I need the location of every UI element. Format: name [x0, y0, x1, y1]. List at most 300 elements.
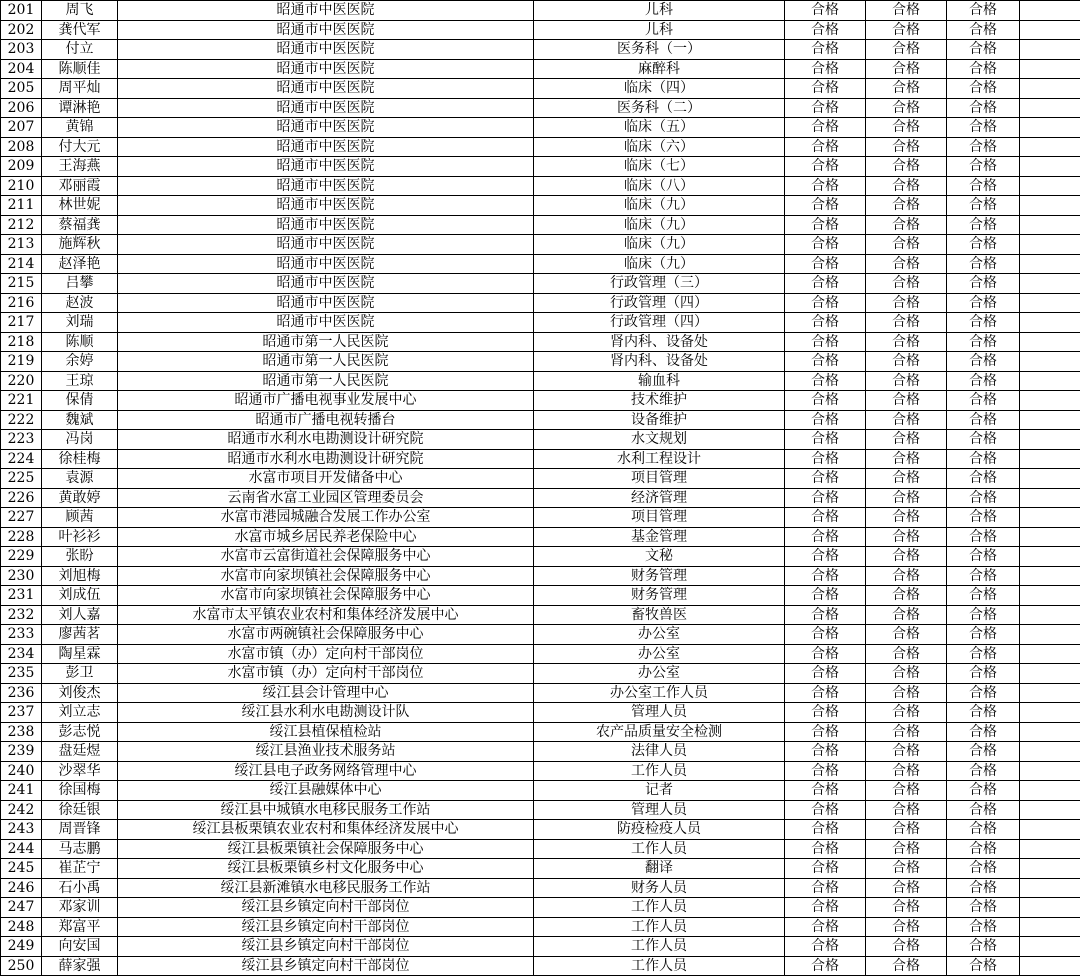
result-1: 合格 — [785, 215, 866, 235]
position: 经济管理 — [534, 488, 785, 508]
employer-unit: 昭通市中医医院 — [118, 313, 534, 333]
result-2: 合格 — [866, 586, 947, 606]
result-1: 合格 — [785, 1, 866, 21]
table-row — [1, 956, 1080, 976]
employer-unit: 绥江县水利水电勘测设计队 — [118, 703, 534, 723]
result-3: 合格 — [947, 742, 1020, 762]
person-name: 崔芷宁 — [42, 859, 118, 879]
result-3: 合格 — [947, 1, 1020, 21]
table-row — [1, 332, 1080, 352]
table-row — [1, 800, 1080, 820]
result-3: 合格 — [947, 391, 1020, 411]
table-row — [1, 625, 1080, 645]
employer-unit: 昭通市水利水电勘测设计研究院 — [118, 449, 534, 469]
blank-cell — [1020, 410, 1080, 430]
row-number: 212 — [1, 215, 42, 235]
result-2: 合格 — [866, 644, 947, 664]
position: 麻醉科 — [534, 59, 785, 79]
result-2: 合格 — [866, 703, 947, 723]
position: 防疫检疫人员 — [534, 820, 785, 840]
result-1: 合格 — [785, 761, 866, 781]
table-row — [1, 254, 1080, 274]
blank-cell — [1020, 274, 1080, 294]
employer-unit: 绥江县乡镇定向村干部岗位 — [118, 937, 534, 957]
row-number: 223 — [1, 430, 42, 450]
result-3: 合格 — [947, 800, 1020, 820]
person-name: 黄锦 — [42, 118, 118, 138]
employer-unit: 水富市向家坝镇社会保障服务中心 — [118, 586, 534, 606]
table-row — [1, 527, 1080, 547]
table-row — [1, 430, 1080, 450]
person-name: 廖茜茗 — [42, 625, 118, 645]
row-number: 218 — [1, 332, 42, 352]
table-row — [1, 157, 1080, 177]
position: 基金管理 — [534, 527, 785, 547]
table-row — [1, 98, 1080, 118]
result-1: 合格 — [785, 449, 866, 469]
row-number: 240 — [1, 761, 42, 781]
person-name: 施辉秋 — [42, 235, 118, 255]
result-2: 合格 — [866, 313, 947, 333]
result-3: 合格 — [947, 761, 1020, 781]
table-row — [1, 722, 1080, 742]
result-1: 合格 — [785, 352, 866, 372]
row-number: 234 — [1, 644, 42, 664]
result-1: 合格 — [785, 547, 866, 567]
person-name: 刘俊杰 — [42, 683, 118, 703]
table-row — [1, 410, 1080, 430]
position: 儿科 — [534, 20, 785, 40]
employer-unit: 水富市云富街道社会保障服务中心 — [118, 547, 534, 567]
position: 管理人员 — [534, 703, 785, 723]
result-1: 合格 — [785, 703, 866, 723]
blank-cell — [1020, 59, 1080, 79]
blank-cell — [1020, 430, 1080, 450]
result-3: 合格 — [947, 196, 1020, 216]
result-1: 合格 — [785, 898, 866, 918]
result-3: 合格 — [947, 566, 1020, 586]
result-2: 合格 — [866, 235, 947, 255]
result-3: 合格 — [947, 352, 1020, 372]
blank-cell — [1020, 371, 1080, 391]
result-3: 合格 — [947, 488, 1020, 508]
person-name: 徐国梅 — [42, 781, 118, 801]
blank-cell — [1020, 625, 1080, 645]
position: 工作人员 — [534, 761, 785, 781]
result-3: 合格 — [947, 40, 1020, 60]
position: 工作人员 — [534, 956, 785, 976]
person-name: 向安国 — [42, 937, 118, 957]
blank-cell — [1020, 79, 1080, 99]
result-3: 合格 — [947, 215, 1020, 235]
person-name: 周平灿 — [42, 79, 118, 99]
result-3: 合格 — [947, 644, 1020, 664]
employer-unit: 昭通市中医医院 — [118, 196, 534, 216]
result-1: 合格 — [785, 625, 866, 645]
result-1: 合格 — [785, 235, 866, 255]
blank-cell — [1020, 683, 1080, 703]
result-2: 合格 — [866, 449, 947, 469]
person-name: 林世妮 — [42, 196, 118, 216]
result-2: 合格 — [866, 332, 947, 352]
result-2: 合格 — [866, 800, 947, 820]
position: 财务人员 — [534, 878, 785, 898]
person-name: 邓丽霞 — [42, 176, 118, 196]
result-2: 合格 — [866, 742, 947, 762]
employer-unit: 绥江县乡镇定向村干部岗位 — [118, 956, 534, 976]
employer-unit: 昭通市中医医院 — [118, 1, 534, 21]
result-3: 合格 — [947, 118, 1020, 138]
table-row — [1, 761, 1080, 781]
employer-unit: 水富市镇（办）定向村干部岗位 — [118, 664, 534, 684]
employer-unit: 绥江县新滩镇水电移民服务工作站 — [118, 878, 534, 898]
result-2: 合格 — [866, 937, 947, 957]
result-2: 合格 — [866, 781, 947, 801]
table-row — [1, 703, 1080, 723]
blank-cell — [1020, 40, 1080, 60]
employer-unit: 绥江县会计管理中心 — [118, 683, 534, 703]
blank-cell — [1020, 781, 1080, 801]
result-2: 合格 — [866, 683, 947, 703]
position: 设备维护 — [534, 410, 785, 430]
result-1: 合格 — [785, 40, 866, 60]
position: 行政管理（三） — [534, 274, 785, 294]
table-row — [1, 664, 1080, 684]
person-name: 刘瑞 — [42, 313, 118, 333]
result-2: 合格 — [866, 196, 947, 216]
table-row — [1, 352, 1080, 372]
row-number: 226 — [1, 488, 42, 508]
result-2: 合格 — [866, 79, 947, 99]
result-1: 合格 — [785, 917, 866, 937]
table-row — [1, 839, 1080, 859]
result-2: 合格 — [866, 722, 947, 742]
employer-unit: 水富市港园城融合发展工作办公室 — [118, 508, 534, 528]
employer-unit: 绥江县板栗镇乡村文化服务中心 — [118, 859, 534, 879]
blank-cell — [1020, 449, 1080, 469]
position: 办公室 — [534, 644, 785, 664]
result-2: 合格 — [866, 157, 947, 177]
person-name: 徐桂梅 — [42, 449, 118, 469]
table-row — [1, 1, 1080, 21]
result-2: 合格 — [866, 878, 947, 898]
result-1: 合格 — [785, 722, 866, 742]
blank-cell — [1020, 508, 1080, 528]
result-2: 合格 — [866, 293, 947, 313]
row-number: 204 — [1, 59, 42, 79]
blank-cell — [1020, 800, 1080, 820]
person-name: 周晋锋 — [42, 820, 118, 840]
row-number: 215 — [1, 274, 42, 294]
result-2: 合格 — [866, 371, 947, 391]
person-name: 保倩 — [42, 391, 118, 411]
result-3: 合格 — [947, 430, 1020, 450]
result-2: 合格 — [866, 488, 947, 508]
row-number: 217 — [1, 313, 42, 333]
employer-unit: 昭通市中医医院 — [118, 137, 534, 157]
employer-unit: 昭通市广播电视转播台 — [118, 410, 534, 430]
position: 肾内科、设备处 — [534, 332, 785, 352]
employer-unit: 昭通市第一人民医院 — [118, 332, 534, 352]
result-1: 合格 — [785, 59, 866, 79]
employer-unit: 绥江县乡镇定向村干部岗位 — [118, 917, 534, 937]
table-row — [1, 59, 1080, 79]
result-3: 合格 — [947, 79, 1020, 99]
row-number: 244 — [1, 839, 42, 859]
position: 医务科（一） — [534, 40, 785, 60]
employer-unit: 昭通市水利水电勘测设计研究院 — [118, 430, 534, 450]
person-name: 付大元 — [42, 137, 118, 157]
person-name: 袁源 — [42, 469, 118, 489]
result-3: 合格 — [947, 664, 1020, 684]
result-1: 合格 — [785, 586, 866, 606]
blank-cell — [1020, 956, 1080, 976]
result-2: 合格 — [866, 59, 947, 79]
result-3: 合格 — [947, 898, 1020, 918]
employer-unit: 绥江县电子政务网络管理中心 — [118, 761, 534, 781]
employer-unit: 绥江县板栗镇农业农村和集体经济发展中心 — [118, 820, 534, 840]
result-2: 合格 — [866, 137, 947, 157]
result-1: 合格 — [785, 137, 866, 157]
employer-unit: 绥江县中城镇水电移民服务工作站 — [118, 800, 534, 820]
row-number: 202 — [1, 20, 42, 40]
result-3: 合格 — [947, 508, 1020, 528]
result-3: 合格 — [947, 527, 1020, 547]
result-2: 合格 — [866, 469, 947, 489]
position: 行政管理（四） — [534, 293, 785, 313]
position: 输血科 — [534, 371, 785, 391]
result-2: 合格 — [866, 664, 947, 684]
result-3: 合格 — [947, 703, 1020, 723]
table-row — [1, 274, 1080, 294]
person-name: 蔡福龚 — [42, 215, 118, 235]
result-1: 合格 — [785, 742, 866, 762]
table-row — [1, 566, 1080, 586]
result-1: 合格 — [785, 254, 866, 274]
person-name: 徐廷银 — [42, 800, 118, 820]
result-2: 合格 — [866, 898, 947, 918]
result-3: 合格 — [947, 586, 1020, 606]
position: 临床（九） — [534, 235, 785, 255]
result-1: 合格 — [785, 79, 866, 99]
row-number: 201 — [1, 1, 42, 21]
employer-unit: 昭通市第一人民医院 — [118, 371, 534, 391]
result-3: 合格 — [947, 313, 1020, 333]
position: 医务科（二） — [534, 98, 785, 118]
result-3: 合格 — [947, 332, 1020, 352]
row-number: 231 — [1, 586, 42, 606]
position: 临床（八） — [534, 176, 785, 196]
results-table-body — [1, 1, 1080, 976]
result-3: 合格 — [947, 449, 1020, 469]
table-row — [1, 449, 1080, 469]
person-name: 刘人嘉 — [42, 605, 118, 625]
row-number: 236 — [1, 683, 42, 703]
position: 临床（四） — [534, 79, 785, 99]
result-3: 合格 — [947, 157, 1020, 177]
table-row — [1, 547, 1080, 567]
result-3: 合格 — [947, 274, 1020, 294]
employer-unit: 昭通市中医医院 — [118, 98, 534, 118]
table-row — [1, 917, 1080, 937]
position: 翻译 — [534, 859, 785, 879]
person-name: 沙翠华 — [42, 761, 118, 781]
result-1: 合格 — [785, 644, 866, 664]
person-name: 王琼 — [42, 371, 118, 391]
result-1: 合格 — [785, 937, 866, 957]
result-3: 合格 — [947, 254, 1020, 274]
result-1: 合格 — [785, 956, 866, 976]
blank-cell — [1020, 742, 1080, 762]
position: 肾内科、设备处 — [534, 352, 785, 372]
table-row — [1, 176, 1080, 196]
row-number: 246 — [1, 878, 42, 898]
person-name: 张盼 — [42, 547, 118, 567]
blank-cell — [1020, 664, 1080, 684]
row-number: 211 — [1, 196, 42, 216]
result-1: 合格 — [785, 371, 866, 391]
result-3: 合格 — [947, 956, 1020, 976]
table-row — [1, 118, 1080, 138]
result-1: 合格 — [785, 488, 866, 508]
blank-cell — [1020, 547, 1080, 567]
person-name: 刘立志 — [42, 703, 118, 723]
person-name: 马志鹏 — [42, 839, 118, 859]
position: 水文规划 — [534, 430, 785, 450]
position: 儿科 — [534, 1, 785, 21]
result-2: 合格 — [866, 839, 947, 859]
result-1: 合格 — [785, 800, 866, 820]
result-2: 合格 — [866, 859, 947, 879]
position: 临床（六） — [534, 137, 785, 157]
person-name: 叶衫衫 — [42, 527, 118, 547]
result-3: 合格 — [947, 20, 1020, 40]
person-name: 彭卫 — [42, 664, 118, 684]
table-row — [1, 371, 1080, 391]
row-number: 230 — [1, 566, 42, 586]
blank-cell — [1020, 859, 1080, 879]
row-number: 227 — [1, 508, 42, 528]
result-2: 合格 — [866, 761, 947, 781]
result-3: 合格 — [947, 859, 1020, 879]
result-1: 合格 — [785, 20, 866, 40]
employer-unit: 绥江县乡镇定向村干部岗位 — [118, 898, 534, 918]
position: 项目管理 — [534, 469, 785, 489]
table-row — [1, 859, 1080, 879]
result-1: 合格 — [785, 683, 866, 703]
result-2: 合格 — [866, 1, 947, 21]
employer-unit: 云南省水富工业园区管理委员会 — [118, 488, 534, 508]
employer-unit: 昭通市中医医院 — [118, 59, 534, 79]
result-3: 合格 — [947, 547, 1020, 567]
employer-unit: 水富市太平镇农业农村和集体经济发展中心 — [118, 605, 534, 625]
blank-cell — [1020, 391, 1080, 411]
row-number: 241 — [1, 781, 42, 801]
employer-unit: 昭通市中医医院 — [118, 274, 534, 294]
result-1: 合格 — [785, 527, 866, 547]
result-2: 合格 — [866, 215, 947, 235]
employer-unit: 绥江县板栗镇社会保障服务中心 — [118, 839, 534, 859]
row-number: 203 — [1, 40, 42, 60]
result-1: 合格 — [785, 859, 866, 879]
person-name: 王海燕 — [42, 157, 118, 177]
position: 法律人员 — [534, 742, 785, 762]
employer-unit: 水富市两碗镇社会保障服务中心 — [118, 625, 534, 645]
row-number: 239 — [1, 742, 42, 762]
result-3: 合格 — [947, 625, 1020, 645]
row-number: 237 — [1, 703, 42, 723]
employer-unit: 昭通市第一人民医院 — [118, 352, 534, 372]
row-number: 210 — [1, 176, 42, 196]
table-row — [1, 937, 1080, 957]
person-name: 刘成伍 — [42, 586, 118, 606]
row-number: 216 — [1, 293, 42, 313]
blank-cell — [1020, 703, 1080, 723]
blank-cell — [1020, 898, 1080, 918]
employer-unit: 昭通市中医医院 — [118, 293, 534, 313]
row-number: 242 — [1, 800, 42, 820]
position: 临床（七） — [534, 157, 785, 177]
position: 技术维护 — [534, 391, 785, 411]
position: 临床（九） — [534, 215, 785, 235]
position: 文秘 — [534, 547, 785, 567]
row-number: 219 — [1, 352, 42, 372]
position: 办公室 — [534, 625, 785, 645]
employer-unit: 绥江县渔业技术服务站 — [118, 742, 534, 762]
row-number: 233 — [1, 625, 42, 645]
result-2: 合格 — [866, 176, 947, 196]
table-row — [1, 79, 1080, 99]
table-row — [1, 391, 1080, 411]
result-1: 合格 — [785, 176, 866, 196]
blank-cell — [1020, 137, 1080, 157]
employer-unit: 昭通市中医医院 — [118, 235, 534, 255]
position: 临床（九） — [534, 254, 785, 274]
result-1: 合格 — [785, 781, 866, 801]
row-number: 209 — [1, 157, 42, 177]
blank-cell — [1020, 761, 1080, 781]
result-3: 合格 — [947, 839, 1020, 859]
position: 农产品质量安全检测 — [534, 722, 785, 742]
result-1: 合格 — [785, 820, 866, 840]
position: 临床（九） — [534, 196, 785, 216]
person-name: 郑富平 — [42, 917, 118, 937]
blank-cell — [1020, 20, 1080, 40]
result-3: 合格 — [947, 722, 1020, 742]
row-number: 207 — [1, 118, 42, 138]
row-number: 250 — [1, 956, 42, 976]
person-name: 陶星霖 — [42, 644, 118, 664]
result-3: 合格 — [947, 59, 1020, 79]
position: 工作人员 — [534, 937, 785, 957]
person-name: 魏斌 — [42, 410, 118, 430]
row-number: 224 — [1, 449, 42, 469]
result-3: 合格 — [947, 176, 1020, 196]
result-2: 合格 — [866, 430, 947, 450]
table-row — [1, 644, 1080, 664]
table-row — [1, 820, 1080, 840]
result-2: 合格 — [866, 605, 947, 625]
employer-unit: 昭通市中医医院 — [118, 20, 534, 40]
result-2: 合格 — [866, 820, 947, 840]
table-row — [1, 683, 1080, 703]
blank-cell — [1020, 1, 1080, 21]
person-name: 盘廷煜 — [42, 742, 118, 762]
table-row — [1, 137, 1080, 157]
position: 财务管理 — [534, 566, 785, 586]
blank-cell — [1020, 605, 1080, 625]
result-2: 合格 — [866, 508, 947, 528]
